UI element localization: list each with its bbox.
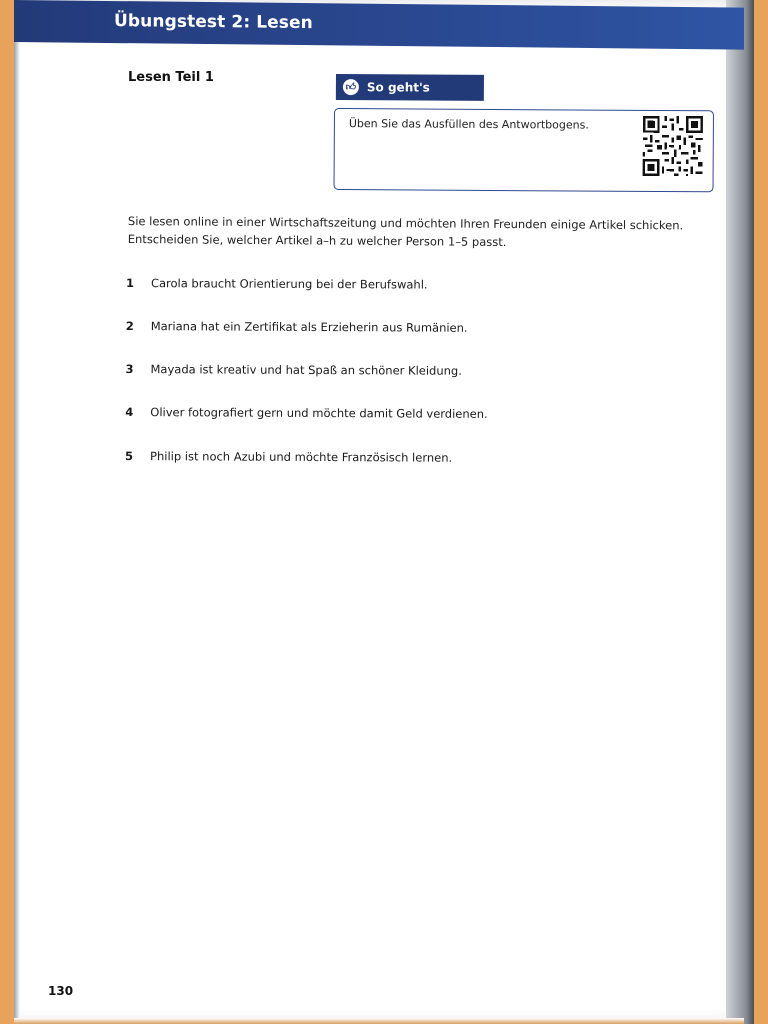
task-item [126,319,468,335]
instructions-line-2: Entscheiden Sie, welcher Artikel a–h zu welcher Person 1–5 passt. [127,231,507,249]
section-title: Lesen Teil 1 [128,70,214,85]
book-gutter [726,0,754,1024]
page-title: Übungstest 2: Lesen [114,11,313,34]
task-number: 2 [125,318,134,334]
page-bottom-edge [14,1018,744,1024]
task-text: Oliver fotografiert gern und möchte damit Geld verdienen. [150,405,488,421]
qr-code-icon[interactable] [643,115,703,177]
task-text: Philip ist noch Azubi und möchte Französisch lernen. [150,449,453,465]
thumbs-up-icon: 👍︎ [343,79,359,95]
task-number: 5 [125,448,134,464]
howto-tab [336,74,484,101]
page-left-edge [14,40,20,1024]
task-item [125,449,452,465]
task-number: 1 [125,276,135,291]
task-text: Carola braucht Orientierung bei der Berufswahl. [150,276,428,292]
howto-text: Üben Sie das Ausfüllen des Antwortbogens. [348,117,589,132]
task-text: Mayada ist kreativ und hat Spaß an schöner Kleidung. [150,362,462,378]
instructions-line-1: Sie lesen online in einer Wirtschaftszeitung und möchten Ihren Freunden einige Artikel schicken. [127,213,684,233]
task-number: 4 [125,404,134,420]
task-item [125,362,461,378]
task-number: 3 [125,361,134,377]
task-item [126,276,428,292]
howto-box [333,108,713,192]
instructions [128,212,698,252]
page-number: 130 [48,984,74,998]
howto-label: So geht's [366,80,430,95]
task-text: Mariana hat ein Zertifikat als Erzieherin aus Rumänien. [150,319,468,335]
header-bar [14,0,744,50]
task-item [125,405,487,421]
